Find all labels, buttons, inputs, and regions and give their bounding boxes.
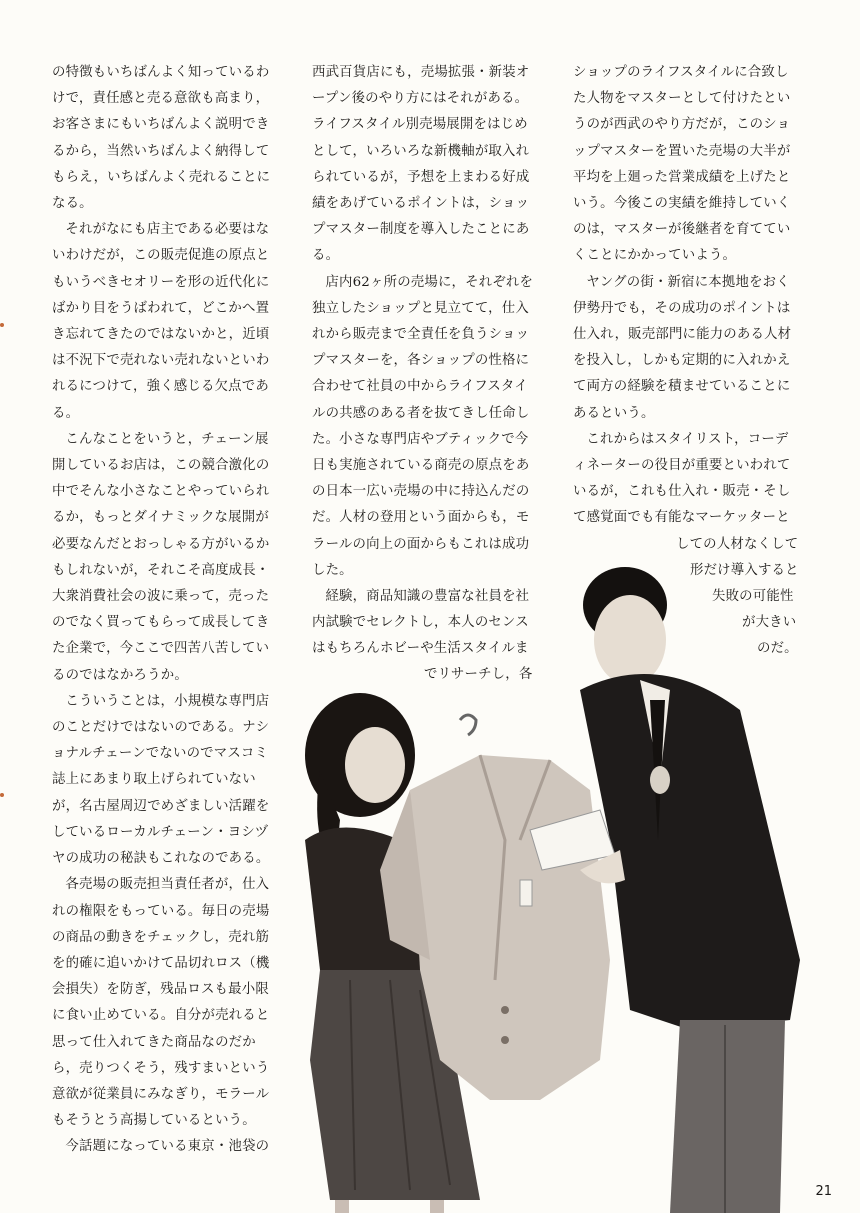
paragraph: こんなことをいうと，チェーン展開しているお店は，この競合激化の中でそんな小さなことやっていられるか，もっとダイナミックな展開が必要なんだとおっしゃる方がいるかもしれないが，それこそ高度成長・大衆消費社会の波に乗って，売ったのでなく買ってもらって成長してきた企業で，今ここで四苦八苦しているのではなかろうか。 — [52, 431, 270, 683]
edge-mark — [0, 323, 4, 327]
paragraph: 今話題になっている東京・池袋の — [65, 1139, 270, 1155]
paragraph: これからはスタイリスト，コーディネーターの役目が重要といわれているが，これも仕入れ・販売・そして感覚面でも有能なマーケッターと — [573, 431, 791, 526]
column-3-tail-line: 形だけ導入すると — [690, 563, 799, 578]
paragraph: の特徴もいちばんよく知っているわけで，責任感と売る意欲も高まり，お客さまにもいちばんよく説明できるから，当然いちばんよく納得してもらえ，いちばんよく売れることになる。 — [52, 65, 271, 212]
text-column-3 — [573, 60, 801, 532]
paragraph: 各売場の販売担当責任者が，仕入れの権限をもっている。毎日の売場の商品の動きをチェックし，売れ筋を的確に追いかけて品切れロス（機会損失）を防ぎ，残品ロスも最小限に食い止めている。自分が売れると思って仕入れてきた商品なのだから，売りつくそう，残すまいという意欲が従業員にみなぎり，モラールもそうとう高揚しているという。 — [52, 877, 270, 1129]
column-2-tail-line: でリサーチし，各 — [424, 667, 533, 682]
paragraph: こういうことは，小規模な専門店のことだけではないのである。ナショナルチェーンでないのでマスコミ誌上にあまり取上げられていないが，名古屋周辺でめざましい活躍をしているローカルチェーン・ヨシヅヤの成功の秘訣もこれなのである。 — [52, 693, 270, 867]
text-column-1 — [52, 60, 280, 1161]
photo-staff-with-jacket — [280, 540, 840, 1213]
column-3-tail-line: が大きい — [742, 615, 797, 630]
paragraph: 西武百貨店にも，売場拡張・新装オープン後のやり方にはそれがある。ライフスタイル別売場展開をはじめとして，いろいろな新機軸が取入れられているが，予想を上まわる好成績をあげているポイントは，ショップマスター制度を導入したことにある。 — [312, 65, 530, 264]
column-3-tail-line: しての人材なくして — [676, 537, 799, 552]
edge-mark — [0, 793, 4, 797]
column-3-tail-line: 失敗の可能性 — [712, 589, 794, 604]
page-number: 21 — [815, 1184, 832, 1199]
column-3-tail-line: のだ。 — [757, 641, 798, 656]
paragraph: 経験，商品知識の豊富な社員を社内試験でセレクトし，本人のセンスはもちろんホビーや生活スタイルま — [312, 589, 530, 657]
paragraph: それがなにも店主である必要はないわけだが，この販売促進の原点ともいうべきセオリーを形の近代化にばかり目をうばわれて，どこかへ置き忘れてきたのではないかと，近頃は不況下で売れない売れないといわれるにつけて，強く感じる欠点である。 — [52, 222, 270, 421]
paragraph: ヤングの街・新宿に本拠地をおく伊勢丹でも，その成功のポイントは仕入れ，販売部門に能力のある人材を投入し，しかも定期的に入れかえて両方の経験を積ませていることにあるという。 — [573, 274, 792, 421]
paragraph: 店内62ヶ所の売場に，それぞれを独立したショップと見立てて，仕入れから販売まで全責任を負うショップマスターを，各ショップの性格に合わせて社員の中からライフスタイルの共感のある者を抜てきし任命した。小さな専門店やブティックで今日も実施されている商売の原点をあの日本一広い売場の中に持込んだのだ。人材の登用という面からも，モラールの向上の面からもこれは成功した。 — [312, 274, 534, 578]
paragraph: ショップのライフスタイルに合致した人物をマスターとして付けたというのが西武のやり方だが，このショップマスターを置いた売場の大半が平均を上廻った営業成績を上げたという。今後この実績を維持していくのは，マスターが後継者を育てていくことにかかっていよう。 — [573, 65, 791, 264]
